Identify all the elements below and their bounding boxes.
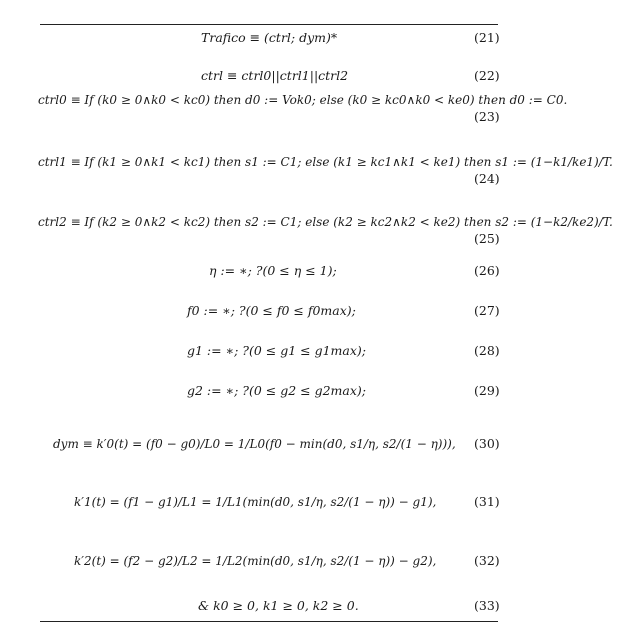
equation-number-29: (29) [474, 383, 500, 398]
equation-number-23: (23) [474, 109, 500, 124]
equation-number-22: (22) [474, 68, 500, 83]
equation-24: ctrl1 ≡ If (k1 ≥ 0∧k1 < kc1) then s1 := C1; else (k1 ≥ kc1∧k1 < ke1) then s1 := (1−k1/ke1)/T. [38, 155, 613, 169]
top-rule [40, 24, 498, 25]
equation-27: f0 := ∗; ?(0 ≤ f0 ≤ f0max); [187, 303, 356, 318]
equation-33: & k0 ≥ 0, k1 ≥ 0, k2 ≥ 0. [198, 598, 359, 613]
equation-21: Trafico ≡ (ctrl; dym)* [201, 30, 338, 45]
equation-26: η := ∗; ?(0 ≤ η ≤ 1); [209, 263, 337, 278]
equation-number-30: (30) [474, 436, 500, 451]
equation-23: ctrl0 ≡ If (k0 ≥ 0∧k0 < kc0) then d0 := Vok0; else (k0 ≥ kc0∧k0 < ke0) then d0 := C0. [38, 93, 568, 107]
equation-28: g1 := ∗; ?(0 ≤ g1 ≤ g1max); [187, 343, 366, 358]
equation-number-26: (26) [474, 263, 500, 278]
equation-number-32: (32) [474, 553, 500, 568]
equation-number-31: (31) [474, 494, 500, 509]
equation-30: dym ≡ k′0(t) = (f0 − g0)/L0 = 1/L0(f0 − min(d0, s1/η, s2/(1 − η))), [53, 437, 456, 451]
equation-number-28: (28) [474, 343, 500, 358]
equation-25: ctrl2 ≡ If (k2 ≥ 0∧k2 < kc2) then s2 := C1; else (k2 ≥ kc2∧k2 < ke2) then s2 := (1−k2/ke2)/T. [38, 215, 613, 229]
equation-number-25: (25) [474, 231, 500, 246]
equation-number-27: (27) [474, 303, 500, 318]
equation-32: k′2(t) = (f2 − g2)/L2 = 1/L2(min(d0, s1/η, s2/(1 − η)) − g2), [74, 554, 437, 568]
equation-number-33: (33) [474, 598, 500, 613]
equation-number-21: (21) [474, 30, 500, 45]
bottom-rule [40, 621, 498, 622]
equation-22: ctrl ≡ ctrl0||ctrl1||ctrl2 [201, 68, 349, 83]
equation-29: g2 := ∗; ?(0 ≤ g2 ≤ g2max); [187, 383, 366, 398]
equation-31: k′1(t) = (f1 − g1)/L1 = 1/L1(min(d0, s1/η, s2/(1 − η)) − g1), [74, 495, 437, 509]
equation-number-24: (24) [474, 171, 500, 186]
